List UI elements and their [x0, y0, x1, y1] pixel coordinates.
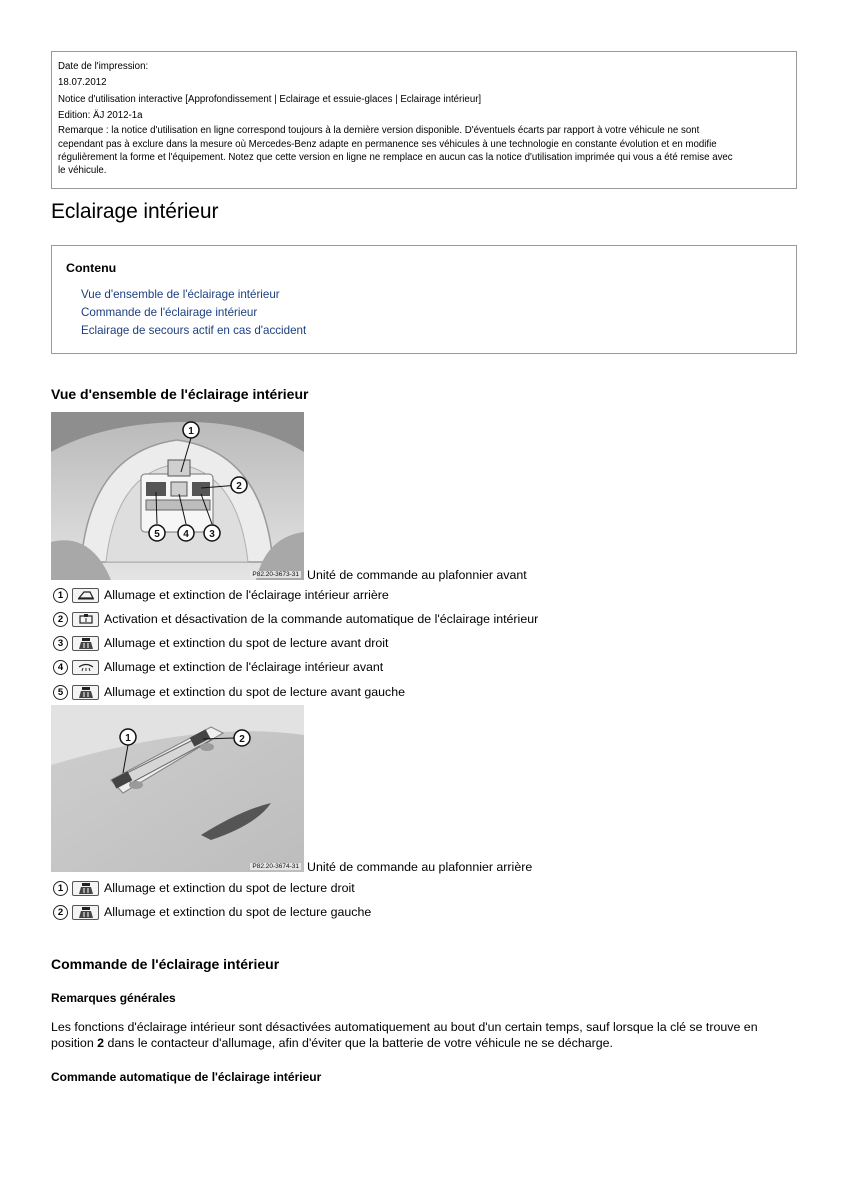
- key-position-value: 2: [97, 1036, 105, 1051]
- subheading-general-remarks: Remarques générales: [51, 991, 176, 1005]
- toc-box: [51, 245, 797, 354]
- print-info-box: [51, 51, 797, 189]
- toc-link-control[interactable]: Commande de l'éclairage intérieur: [81, 306, 258, 319]
- subheading-automatic-control: Commande automatique de l'éclairage intérieur: [51, 1070, 322, 1084]
- edition: Edition: ÄJ 2012-1a: [58, 109, 143, 121]
- callout-1: 1: [125, 733, 131, 744]
- rear-overhead-unit-image: [51, 705, 304, 872]
- callout-4: 4: [183, 529, 189, 540]
- section-heading-overview: Vue d'ensemble de l'éclairage intérieur: [51, 386, 309, 402]
- reading-lamp-icon: [72, 685, 99, 700]
- number-badge: 1: [53, 881, 68, 896]
- legend-item: [53, 633, 388, 653]
- number-badge: 3: [53, 636, 68, 651]
- legend-item: [53, 682, 405, 702]
- front-interior-light-icon: [72, 660, 99, 675]
- paragraph-text: Les fonctions d'éclairage intérieur sont désactivées automatiquement au bout d'un certain temps, sauf lorsque la clé se trouve en position: [51, 1020, 758, 1051]
- number-badge: 1: [53, 588, 68, 603]
- front-overhead-unit-image: [51, 412, 304, 580]
- callout-2: 2: [239, 734, 245, 745]
- legend-item: [53, 585, 389, 605]
- rear-interior-light-icon: [72, 588, 99, 603]
- toc-link-emergency[interactable]: Eclairage de secours actif en cas d'accident: [81, 324, 307, 337]
- legend-text: Allumage et extinction du spot de lecture droit: [104, 881, 355, 895]
- front-overhead-unit-illustration: [51, 412, 304, 580]
- rear-unit-caption: Unité de commande au plafonnier arrière: [307, 860, 533, 874]
- callout-1: 1: [188, 426, 194, 437]
- number-badge: 2: [53, 612, 68, 627]
- legend-text: Allumage et extinction de l'éclairage intérieur avant: [104, 660, 384, 674]
- legend-text: Activation et désactivation de la commande automatique de l'éclairage intérieur: [104, 612, 539, 626]
- legend-item: [53, 902, 371, 922]
- reading-lamp-icon: [72, 881, 99, 896]
- legend-text: Allumage et extinction du spot de lecture avant gauche: [104, 685, 406, 699]
- legend-item: [53, 878, 355, 898]
- general-remarks-paragraph: [51, 1019, 791, 1052]
- number-badge: 2: [53, 905, 68, 920]
- legend-text: Allumage et extinction de l'éclairage intérieur arrière: [104, 588, 389, 602]
- rear-overhead-unit-illustration: [51, 705, 304, 872]
- toc-link-overview[interactable]: Vue d'ensemble de l'éclairage intérieur: [81, 288, 280, 301]
- reading-lamp-icon: [72, 636, 99, 651]
- legend-item: [53, 657, 383, 677]
- callout-5: 5: [154, 529, 160, 540]
- legend-item: [53, 609, 538, 629]
- legend-text: Allumage et extinction du spot de lecture avant droit: [104, 636, 389, 650]
- automatic-interior-light-icon: [72, 612, 99, 627]
- section-heading-control: Commande de l'éclairage intérieur: [51, 956, 280, 972]
- image-id-label: P82.20-3674-31: [252, 863, 299, 870]
- page-title: Eclairage intérieur: [51, 200, 219, 223]
- reading-lamp-icon: [72, 905, 99, 920]
- legend-text: Allumage et extinction du spot de lecture gauche: [104, 905, 372, 919]
- number-badge: 4: [53, 660, 68, 675]
- remark-line: régulièrement la forme et l'équipement. Notez que cette version en ligne ne remplace en aucun cas la notice d'utilisation imprimée qui vous a été remise avec: [58, 152, 733, 163]
- callout-3: 3: [209, 529, 215, 540]
- toc-heading: Contenu: [66, 261, 117, 275]
- front-unit-caption: Unité de commande au plafonnier avant: [307, 568, 527, 582]
- remark-line: le véhicule.: [58, 165, 107, 177]
- number-badge: 5: [53, 685, 68, 700]
- paragraph-text: dans le contacteur d'allumage, afin d'éviter que la batterie de votre véhicule ne se décharge.: [104, 1036, 613, 1051]
- image-id-label: P82.20-3673-31: [252, 571, 299, 578]
- remark-line: cependant pas à exclure dans la mesure où Mercedes-Benz adapte en permanence ses véhicules à une technologie en constante évolution et en modifie: [58, 138, 717, 150]
- print-date: 18.07.2012: [58, 77, 107, 89]
- callout-2: 2: [236, 481, 242, 492]
- remark-line: Remarque : la notice d'utilisation en ligne correspond toujours à la dernière version disponible. D'éventuels écarts par rapport à votre véhicule ne sont: [58, 125, 700, 137]
- breadcrumb: Notice d'utilisation interactive [Approfondissement | Eclairage et essuie-glaces | Eclairage intérieur]: [58, 93, 482, 105]
- print-date-label: Date de l'impression:: [58, 61, 149, 72]
